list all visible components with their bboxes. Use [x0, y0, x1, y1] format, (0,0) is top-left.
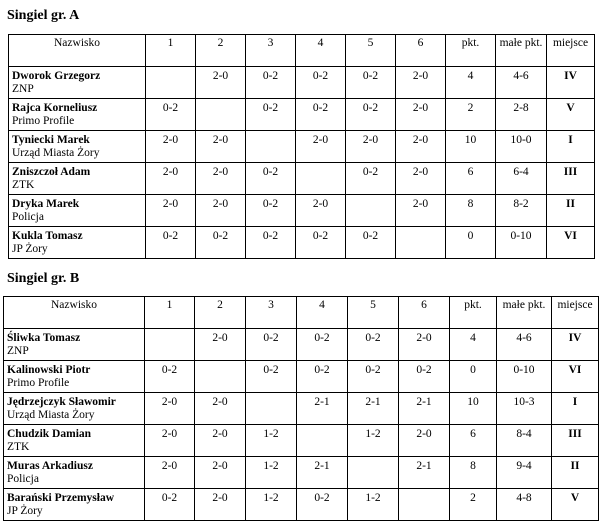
player-name: Rajca Korneliusz	[12, 102, 98, 114]
header-col-1: 1	[145, 297, 195, 329]
table-header-row	[9, 35, 595, 67]
small-points-cell: 2-8	[496, 99, 547, 131]
place-cell: VI	[547, 227, 595, 259]
match-result-cell: 1-2	[246, 425, 297, 457]
match-result-cell: 0-2	[246, 163, 296, 195]
match-result-cell: 0-2	[346, 67, 396, 99]
match-result-cell	[348, 457, 399, 489]
match-result-cell: 0-2	[145, 489, 195, 521]
table-row	[9, 195, 595, 227]
small-points-cell: 4-6	[496, 67, 547, 99]
match-result-cell: 0-2	[297, 329, 348, 361]
group-a-table	[8, 34, 595, 259]
place-cell: I	[547, 131, 595, 163]
player-club: Primo Profile	[7, 377, 70, 389]
table-row	[9, 99, 595, 131]
player-name: Tyniecki Marek	[12, 134, 90, 146]
small-points-cell: 10-0	[496, 131, 547, 163]
match-result-cell: 2-0	[195, 489, 246, 521]
small-points-cell: 8-4	[497, 425, 552, 457]
match-result-cell	[195, 361, 246, 393]
place-cell: I	[552, 393, 599, 425]
player-club: Urząd Miasta Żory	[12, 147, 100, 159]
group-a-body	[9, 67, 595, 259]
match-result-cell	[246, 393, 297, 425]
header-col-1: 1	[146, 35, 196, 67]
match-result-cell: 0-2	[296, 99, 346, 131]
table-row	[4, 329, 599, 361]
match-result-cell	[346, 195, 396, 227]
player-club: JP Żory	[12, 243, 48, 255]
match-result-cell: 0-2	[346, 163, 396, 195]
player-cell	[4, 329, 145, 361]
match-result-cell: 0-2	[246, 67, 296, 99]
header-col-6: 6	[399, 297, 450, 329]
match-result-cell: 2-0	[346, 131, 396, 163]
player-name: Dworok Grzegorz	[12, 70, 101, 82]
header-col-4: 4	[296, 35, 346, 67]
match-result-cell: 2-0	[145, 457, 195, 489]
match-result-cell: 2-0	[145, 425, 195, 457]
small-points-cell: 8-2	[496, 195, 547, 227]
header-male-pkt: małe pkt.	[497, 297, 552, 329]
player-cell	[4, 489, 145, 521]
points-cell: 10	[450, 393, 497, 425]
player-cell	[4, 425, 145, 457]
table-row	[4, 457, 599, 489]
header-col-5: 5	[348, 297, 399, 329]
group-b-body	[4, 329, 599, 521]
small-points-cell: 4-8	[497, 489, 552, 521]
points-cell: 4	[446, 67, 496, 99]
small-points-cell: 0-10	[496, 227, 547, 259]
match-result-cell: 0-2	[146, 227, 196, 259]
header-col-6: 6	[396, 35, 446, 67]
match-result-cell: 2-0	[296, 131, 346, 163]
match-result-cell: 0-2	[246, 195, 296, 227]
match-result-cell: 2-0	[195, 457, 246, 489]
table-row	[9, 227, 595, 259]
place-cell: V	[552, 489, 599, 521]
match-result-cell	[246, 131, 296, 163]
match-result-cell: 2-0	[396, 131, 446, 163]
match-result-cell: 2-0	[396, 195, 446, 227]
player-club: ZNP	[12, 83, 34, 95]
header-male-pkt: małe pkt.	[496, 35, 547, 67]
match-result-cell: 2-0	[196, 163, 246, 195]
place-cell: IV	[552, 329, 599, 361]
match-result-cell: 0-2	[346, 227, 396, 259]
player-cell	[9, 195, 146, 227]
match-result-cell	[399, 489, 450, 521]
points-cell: 8	[446, 195, 496, 227]
header-miejsce: miejsce	[547, 35, 595, 67]
match-result-cell	[297, 425, 348, 457]
player-cell	[4, 393, 145, 425]
match-result-cell: 2-0	[399, 329, 450, 361]
place-cell: V	[547, 99, 595, 131]
match-result-cell: 0-2	[196, 227, 246, 259]
match-result-cell: 2-1	[348, 393, 399, 425]
header-name: Nazwisko	[9, 35, 146, 67]
match-result-cell: 1-2	[348, 425, 399, 457]
player-club: Urząd Miasta Żory	[7, 409, 95, 421]
match-result-cell: 2-0	[195, 425, 246, 457]
match-result-cell: 2-1	[297, 457, 348, 489]
group-a-title: Singiel gr. A	[7, 8, 80, 23]
header-pkt: pkt.	[446, 35, 496, 67]
player-cell	[9, 131, 146, 163]
header-col-2: 2	[196, 35, 246, 67]
match-result-cell: 0-2	[399, 361, 450, 393]
small-points-cell: 4-6	[497, 329, 552, 361]
small-points-cell: 0-10	[497, 361, 552, 393]
match-result-cell: 1-2	[348, 489, 399, 521]
player-club: ZNP	[7, 345, 29, 357]
match-result-cell: 2-0	[146, 131, 196, 163]
match-result-cell: 2-0	[196, 67, 246, 99]
points-cell: 2	[446, 99, 496, 131]
header-col-3: 3	[246, 35, 296, 67]
header-col-5: 5	[346, 35, 396, 67]
player-cell	[4, 457, 145, 489]
player-name: Dryka Marek	[12, 198, 80, 210]
match-result-cell: 2-0	[196, 195, 246, 227]
player-club: Primo Profile	[12, 115, 75, 127]
match-result-cell: 0-2	[348, 361, 399, 393]
table-row	[9, 67, 595, 99]
header-col-4: 4	[297, 297, 348, 329]
match-result-cell: 0-2	[145, 361, 195, 393]
player-name: Barański Przemysław	[7, 492, 115, 504]
match-result-cell: 0-2	[246, 361, 297, 393]
table-row	[4, 489, 599, 521]
player-club: JP Żory	[7, 505, 43, 517]
match-result-cell: 2-0	[146, 195, 196, 227]
match-result-cell	[296, 163, 346, 195]
match-result-cell: 2-0	[146, 163, 196, 195]
player-club: Policja	[12, 211, 44, 223]
match-result-cell	[145, 329, 195, 361]
place-cell: II	[547, 195, 595, 227]
points-cell: 6	[450, 425, 497, 457]
player-cell	[4, 361, 145, 393]
header-col-3: 3	[246, 297, 297, 329]
match-result-cell: 2-0	[396, 163, 446, 195]
player-club: ZTK	[12, 179, 35, 191]
table-header-row	[4, 297, 599, 329]
points-cell: 6	[446, 163, 496, 195]
match-result-cell: 1-2	[246, 457, 297, 489]
table-row	[4, 425, 599, 457]
player-club: Policja	[7, 473, 39, 485]
match-result-cell: 0-2	[296, 67, 346, 99]
player-name: Zniszczoł Adam	[12, 166, 91, 178]
points-cell: 8	[450, 457, 497, 489]
table-row	[4, 361, 599, 393]
match-result-cell: 2-0	[396, 99, 446, 131]
match-result-cell: 0-2	[348, 329, 399, 361]
player-name: Śliwka Tomasz	[7, 332, 81, 344]
match-result-cell: 2-1	[297, 393, 348, 425]
match-result-cell: 1-2	[246, 489, 297, 521]
table-row	[4, 393, 599, 425]
match-result-cell: 2-1	[399, 393, 450, 425]
player-cell	[9, 227, 146, 259]
header-name: Nazwisko	[4, 297, 145, 329]
header-miejsce: miejsce	[552, 297, 599, 329]
table-row	[9, 131, 595, 163]
match-result-cell: 2-0	[196, 131, 246, 163]
table-row	[9, 163, 595, 195]
match-result-cell: 2-0	[396, 67, 446, 99]
match-result-cell: 0-2	[296, 227, 346, 259]
match-result-cell	[146, 67, 196, 99]
player-cell	[9, 67, 146, 99]
match-result-cell: 0-2	[346, 99, 396, 131]
match-result-cell: 0-2	[146, 99, 196, 131]
match-result-cell	[396, 227, 446, 259]
match-result-cell: 2-0	[145, 393, 195, 425]
small-points-cell: 6-4	[496, 163, 547, 195]
match-result-cell	[196, 99, 246, 131]
player-cell	[9, 163, 146, 195]
header-pkt: pkt.	[450, 297, 497, 329]
small-points-cell: 10-3	[497, 393, 552, 425]
place-cell: IV	[547, 67, 595, 99]
player-club: ZTK	[7, 441, 30, 453]
header-col-2: 2	[195, 297, 246, 329]
points-cell: 2	[450, 489, 497, 521]
match-result-cell: 0-2	[297, 361, 348, 393]
match-result-cell: 0-2	[246, 329, 297, 361]
player-name: Chudzik Damian	[7, 428, 92, 440]
points-cell: 0	[446, 227, 496, 259]
place-cell: VI	[552, 361, 599, 393]
match-result-cell: 0-2	[246, 99, 296, 131]
match-result-cell: 2-0	[195, 329, 246, 361]
match-result-cell: 2-1	[399, 457, 450, 489]
match-result-cell: 2-0	[296, 195, 346, 227]
match-result-cell: 2-0	[399, 425, 450, 457]
small-points-cell: 9-4	[497, 457, 552, 489]
points-cell: 10	[446, 131, 496, 163]
player-name: Kukla Tomasz	[12, 230, 83, 242]
match-result-cell: 0-2	[246, 227, 296, 259]
points-cell: 4	[450, 329, 497, 361]
place-cell: III	[547, 163, 595, 195]
player-cell	[9, 99, 146, 131]
place-cell: II	[552, 457, 599, 489]
match-result-cell: 2-0	[195, 393, 246, 425]
group-b-title: Singiel gr. B	[7, 271, 80, 286]
group-b-table	[3, 296, 599, 521]
match-result-cell: 0-2	[297, 489, 348, 521]
place-cell: III	[552, 425, 599, 457]
player-name: Muras Arkadiusz	[7, 460, 93, 472]
player-name: Jędrzejczyk Sławomir	[7, 396, 116, 408]
points-cell: 0	[450, 361, 497, 393]
player-name: Kalinowski Piotr	[7, 364, 91, 376]
